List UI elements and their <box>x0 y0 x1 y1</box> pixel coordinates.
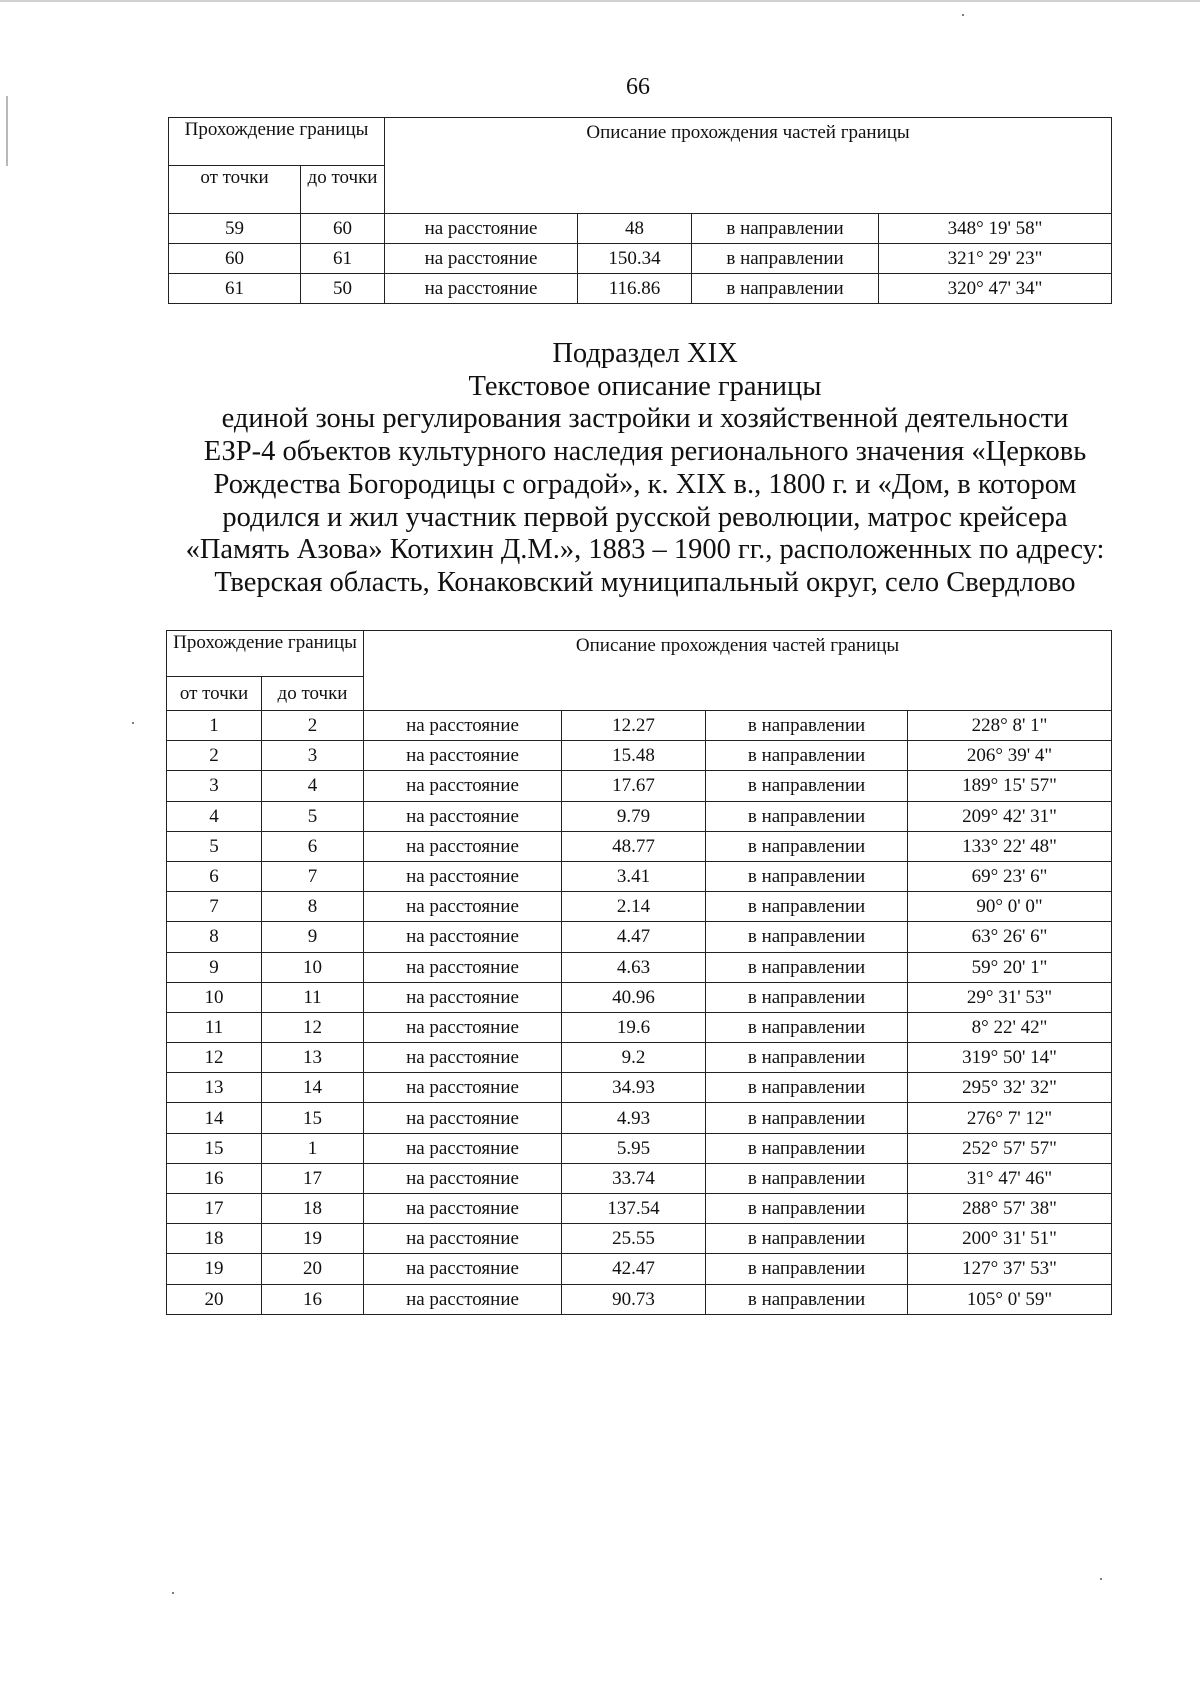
distance-value-cell: 4.47 <box>562 922 706 952</box>
direction-label-cell: в направлении <box>706 1043 908 1073</box>
distance-label-cell: на расстояние <box>364 1194 562 1224</box>
distance-value-cell: 19.6 <box>562 1012 706 1042</box>
from-point-cell: 12 <box>167 1043 262 1073</box>
table-row <box>167 771 1112 801</box>
table-row <box>167 801 1112 831</box>
table-row <box>167 1163 1112 1193</box>
distance-label-cell: на расстояние <box>364 952 562 982</box>
to-point-cell: 8 <box>262 892 364 922</box>
to-point-cell: 4 <box>262 771 364 801</box>
distance-label-cell: на расстояние <box>364 711 562 741</box>
direction-angle-cell: 288° 57' 38" <box>908 1194 1112 1224</box>
from-point-cell: 10 <box>167 982 262 1012</box>
direction-label-cell: в направлении <box>706 982 908 1012</box>
page-number: 66 <box>626 74 650 100</box>
heading-line: «Память Азова» Котихин Д.М.», 1883 – 1900 гг., расположенных по адресу: <box>185 534 1105 566</box>
to-point-cell: 20 <box>262 1254 364 1284</box>
scan-speck <box>172 1592 174 1594</box>
from-point-cell: 15 <box>167 1133 262 1163</box>
to-point-cell: 12 <box>262 1012 364 1042</box>
from-point-cell: 3 <box>167 771 262 801</box>
direction-angle-cell: 228° 8' 1" <box>908 711 1112 741</box>
to-point-cell: 50 <box>301 274 385 304</box>
distance-value-cell: 34.93 <box>562 1073 706 1103</box>
table-row <box>167 711 1112 741</box>
direction-angle-cell: 206° 39' 4" <box>908 741 1112 771</box>
header-from-point: от точки <box>169 166 301 214</box>
distance-label-cell: на расстояние <box>364 1103 562 1133</box>
direction-label-cell: в направлении <box>706 1103 908 1133</box>
table-row <box>169 274 1112 304</box>
direction-angle-cell: 29° 31' 53" <box>908 982 1112 1012</box>
to-point-cell: 17 <box>262 1163 364 1193</box>
to-point-cell: 3 <box>262 741 364 771</box>
distance-value-cell: 90.73 <box>562 1284 706 1314</box>
direction-angle-cell: 348° 19' 58" <box>879 214 1112 244</box>
direction-label-cell: в направлении <box>706 801 908 831</box>
scan-left-mark <box>6 96 8 166</box>
from-point-cell: 4 <box>167 801 262 831</box>
table-row <box>169 244 1112 274</box>
distance-value-cell: 4.63 <box>562 952 706 982</box>
table-row <box>167 1224 1112 1254</box>
header-passage: Прохождение границы <box>167 631 364 677</box>
subsection-heading <box>100 338 1190 600</box>
distance-value-cell: 17.67 <box>562 771 706 801</box>
table-row <box>167 1073 1112 1103</box>
table-row <box>167 1012 1112 1042</box>
from-point-cell: 20 <box>167 1284 262 1314</box>
distance-label-cell: на расстояние <box>364 741 562 771</box>
direction-angle-cell: 209° 42' 31" <box>908 801 1112 831</box>
boundary-table-ezr4 <box>166 630 1112 1315</box>
direction-label-cell: в направлении <box>706 1224 908 1254</box>
distance-label-cell: на расстояние <box>364 1163 562 1193</box>
distance-value-cell: 116.86 <box>578 274 692 304</box>
from-point-cell: 8 <box>167 922 262 952</box>
direction-label-cell: в направлении <box>692 274 879 304</box>
distance-label-cell: на расстояние <box>364 1224 562 1254</box>
to-point-cell: 19 <box>262 1224 364 1254</box>
direction-angle-cell: 105° 0' 59" <box>908 1284 1112 1314</box>
direction-angle-cell: 31° 47' 46" <box>908 1163 1112 1193</box>
header-to-point: до точки <box>262 677 364 711</box>
heading-line: Тверская область, Конаковский муниципальный округ, село Свердлово <box>214 566 1076 598</box>
distance-value-cell: 48.77 <box>562 831 706 861</box>
direction-label-cell: в направлении <box>692 244 879 274</box>
to-point-cell: 60 <box>301 214 385 244</box>
distance-value-cell: 3.41 <box>562 861 706 891</box>
direction-label-cell: в направлении <box>706 892 908 922</box>
from-point-cell: 16 <box>167 1163 262 1193</box>
heading-line: Рождества Богородицы с оградой», к. XIX в., 1800 г. и «Дом, в котором <box>213 468 1077 500</box>
from-point-cell: 17 <box>167 1194 262 1224</box>
distance-value-cell: 2.14 <box>562 892 706 922</box>
distance-label-cell: на расстояние <box>364 831 562 861</box>
direction-angle-cell: 252° 57' 57" <box>908 1133 1112 1163</box>
distance-label-cell: на расстояние <box>364 1254 562 1284</box>
to-point-cell: 16 <box>262 1284 364 1314</box>
distance-label-cell: на расстояние <box>364 1133 562 1163</box>
from-point-cell: 9 <box>167 952 262 982</box>
scan-speck <box>962 14 964 16</box>
distance-label-cell: на расстояние <box>385 274 578 304</box>
distance-label-cell: на расстояние <box>364 922 562 952</box>
table-row <box>167 1284 1112 1314</box>
direction-angle-cell: 295° 32' 32" <box>908 1073 1112 1103</box>
direction-label-cell: в направлении <box>706 771 908 801</box>
from-point-cell: 6 <box>167 861 262 891</box>
distance-value-cell: 40.96 <box>562 982 706 1012</box>
scan-top-edge <box>0 0 1200 2</box>
header-from-point: от точки <box>167 677 262 711</box>
header-description: Описание прохождения частей границы <box>364 631 1112 711</box>
distance-value-cell: 42.47 <box>562 1254 706 1284</box>
distance-label-cell: на расстояние <box>364 892 562 922</box>
table-row <box>167 922 1112 952</box>
to-point-cell: 61 <box>301 244 385 274</box>
direction-angle-cell: 90° 0' 0" <box>908 892 1112 922</box>
distance-value-cell: 25.55 <box>562 1224 706 1254</box>
direction-label-cell: в направлении <box>706 1163 908 1193</box>
from-point-cell: 59 <box>169 214 301 244</box>
from-point-cell: 1 <box>167 711 262 741</box>
distance-value-cell: 137.54 <box>562 1194 706 1224</box>
table-row <box>167 831 1112 861</box>
direction-label-cell: в направлении <box>706 1284 908 1314</box>
distance-label-cell: на расстояние <box>385 244 578 274</box>
distance-label-cell: на расстояние <box>364 1043 562 1073</box>
heading-line: единой зоны регулирования застройки и хозяйственной деятельности <box>221 403 1069 435</box>
distance-label-cell: на расстояние <box>364 982 562 1012</box>
header-to-point: до точки <box>301 166 385 214</box>
distance-value-cell: 15.48 <box>562 741 706 771</box>
table-row <box>167 892 1112 922</box>
heading-line: Текстовое описание границы <box>468 370 822 402</box>
direction-angle-cell: 189° 15' 57" <box>908 771 1112 801</box>
direction-angle-cell: 63° 26' 6" <box>908 922 1112 952</box>
direction-label-cell: в направлении <box>706 831 908 861</box>
header-description: Описание прохождения частей границы <box>385 118 1112 214</box>
from-point-cell: 7 <box>167 892 262 922</box>
direction-angle-cell: 133° 22' 48" <box>908 831 1112 861</box>
distance-value-cell: 9.79 <box>562 801 706 831</box>
direction-angle-cell: 69° 23' 6" <box>908 861 1112 891</box>
table-row <box>167 1194 1112 1224</box>
distance-value-cell: 5.95 <box>562 1133 706 1163</box>
to-point-cell: 11 <box>262 982 364 1012</box>
direction-label-cell: в направлении <box>706 1194 908 1224</box>
distance-value-cell: 9.2 <box>562 1043 706 1073</box>
table-row <box>167 741 1112 771</box>
direction-angle-cell: 319° 50' 14" <box>908 1043 1112 1073</box>
direction-angle-cell: 59° 20' 1" <box>908 952 1112 982</box>
table-row <box>167 1254 1112 1284</box>
distance-value-cell: 12.27 <box>562 711 706 741</box>
direction-label-cell: в направлении <box>706 741 908 771</box>
distance-value-cell: 4.93 <box>562 1103 706 1133</box>
direction-label-cell: в направлении <box>706 952 908 982</box>
distance-label-cell: на расстояние <box>364 771 562 801</box>
from-point-cell: 11 <box>167 1012 262 1042</box>
heading-line: ЕЗР-4 объектов культурного наследия регионального значения «Церковь <box>203 436 1087 468</box>
to-point-cell: 18 <box>262 1194 364 1224</box>
table-row <box>167 1133 1112 1163</box>
scan-speck <box>132 722 134 724</box>
to-point-cell: 10 <box>262 952 364 982</box>
direction-angle-cell: 320° 47' 34" <box>879 274 1112 304</box>
distance-label-cell: на расстояние <box>364 1073 562 1103</box>
to-point-cell: 7 <box>262 861 364 891</box>
direction-label-cell: в направлении <box>706 1073 908 1103</box>
distance-label-cell: на расстояние <box>364 1012 562 1042</box>
direction-label-cell: в направлении <box>706 711 908 741</box>
direction-angle-cell: 127° 37' 53" <box>908 1254 1112 1284</box>
distance-value-cell: 48 <box>578 214 692 244</box>
direction-angle-cell: 321° 29' 23" <box>879 244 1112 274</box>
scan-speck <box>1100 1578 1102 1580</box>
to-point-cell: 6 <box>262 831 364 861</box>
from-point-cell: 2 <box>167 741 262 771</box>
direction-label-cell: в направлении <box>706 861 908 891</box>
table-row <box>167 1043 1112 1073</box>
to-point-cell: 5 <box>262 801 364 831</box>
from-point-cell: 5 <box>167 831 262 861</box>
direction-angle-cell: 8° 22' 42" <box>908 1012 1112 1042</box>
header-passage: Прохождение границы <box>169 118 385 166</box>
from-point-cell: 60 <box>169 244 301 274</box>
distance-label-cell: на расстояние <box>364 801 562 831</box>
from-point-cell: 61 <box>169 274 301 304</box>
from-point-cell: 14 <box>167 1103 262 1133</box>
distance-value-cell: 33.74 <box>562 1163 706 1193</box>
direction-label-cell: в направлении <box>706 1012 908 1042</box>
from-point-cell: 13 <box>167 1073 262 1103</box>
to-point-cell: 2 <box>262 711 364 741</box>
distance-label-cell: на расстояние <box>364 861 562 891</box>
heading-line: Подраздел XIX <box>552 338 738 369</box>
table-row <box>167 952 1112 982</box>
direction-angle-cell: 276° 7' 12" <box>908 1103 1112 1133</box>
table-row <box>167 982 1112 1012</box>
direction-angle-cell: 200° 31' 51" <box>908 1224 1112 1254</box>
direction-label-cell: в направлении <box>706 1133 908 1163</box>
distance-label-cell: на расстояние <box>364 1284 562 1314</box>
to-point-cell: 1 <box>262 1133 364 1163</box>
distance-label-cell: на расстояние <box>385 214 578 244</box>
heading-line: родился и жил участник первой русской революции, матрос крейсера <box>222 501 1068 533</box>
boundary-table-continued <box>168 117 1112 304</box>
to-point-cell: 14 <box>262 1073 364 1103</box>
to-point-cell: 13 <box>262 1043 364 1073</box>
table-row <box>167 1103 1112 1133</box>
from-point-cell: 19 <box>167 1254 262 1284</box>
direction-label-cell: в направлении <box>706 922 908 952</box>
distance-value-cell: 150.34 <box>578 244 692 274</box>
direction-label-cell: в направлении <box>706 1254 908 1284</box>
to-point-cell: 9 <box>262 922 364 952</box>
table-row <box>167 861 1112 891</box>
to-point-cell: 15 <box>262 1103 364 1133</box>
from-point-cell: 18 <box>167 1224 262 1254</box>
table-row <box>169 214 1112 244</box>
direction-label-cell: в направлении <box>692 214 879 244</box>
